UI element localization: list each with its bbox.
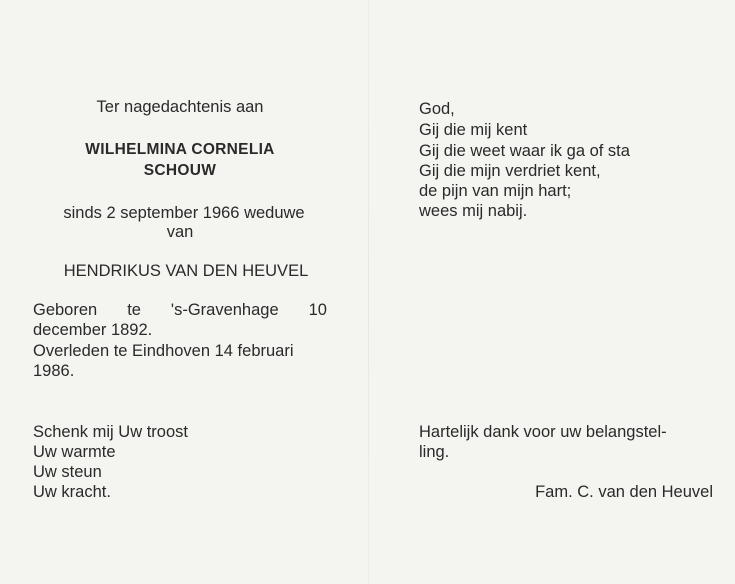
birth-word: Geboren [33, 301, 98, 319]
death-line2: 1986. [33, 362, 75, 380]
death-line1: Overleden te Eindhoven 14 februari [33, 342, 294, 360]
widow-text-line1: sinds 2 september 1966 weduwe [63, 204, 305, 222]
birth-word: 's-Gravenhage [170, 301, 279, 319]
birth-line1 [33, 300, 327, 320]
thanks-line2: ling. [419, 443, 450, 461]
verse-line: Uw steun [33, 463, 102, 481]
prayer-line: Gij die mijn verdriet kent, [419, 162, 601, 180]
birth-word: te [127, 301, 141, 319]
prayer-line: Gij die mij kent [419, 121, 528, 139]
deceased-name-line2: SCHOUW [143, 162, 217, 179]
family-signature: Fam. C. van den Heuvel [535, 483, 713, 501]
birth-line2: december 1892. [33, 321, 153, 339]
prayer-line: Gij die weet waar ik ga of sta [419, 142, 630, 160]
intro-text: Ter nagedachtenis aan [96, 98, 264, 116]
birth-word: 10 [308, 301, 327, 319]
verse-line: Uw kracht. [33, 483, 111, 501]
verse-line: Uw warmte [33, 443, 116, 461]
thanks-line1: Hartelijk dank voor uw belangstel- [419, 423, 667, 441]
prayer-line: wees mij nabij. [419, 202, 528, 220]
verse-line: Schenk mij Uw troost [33, 423, 188, 441]
right-page [369, 0, 735, 584]
husband-name: HENDRIKUS VAN DEN HEUVEL [63, 262, 309, 280]
prayer-line: God, [419, 100, 455, 118]
deceased-name-line1: WILHELMINA CORNELIA [85, 141, 275, 158]
prayer-line: de pijn van mijn hart; [419, 182, 572, 200]
widow-text-line2: van [166, 223, 194, 241]
